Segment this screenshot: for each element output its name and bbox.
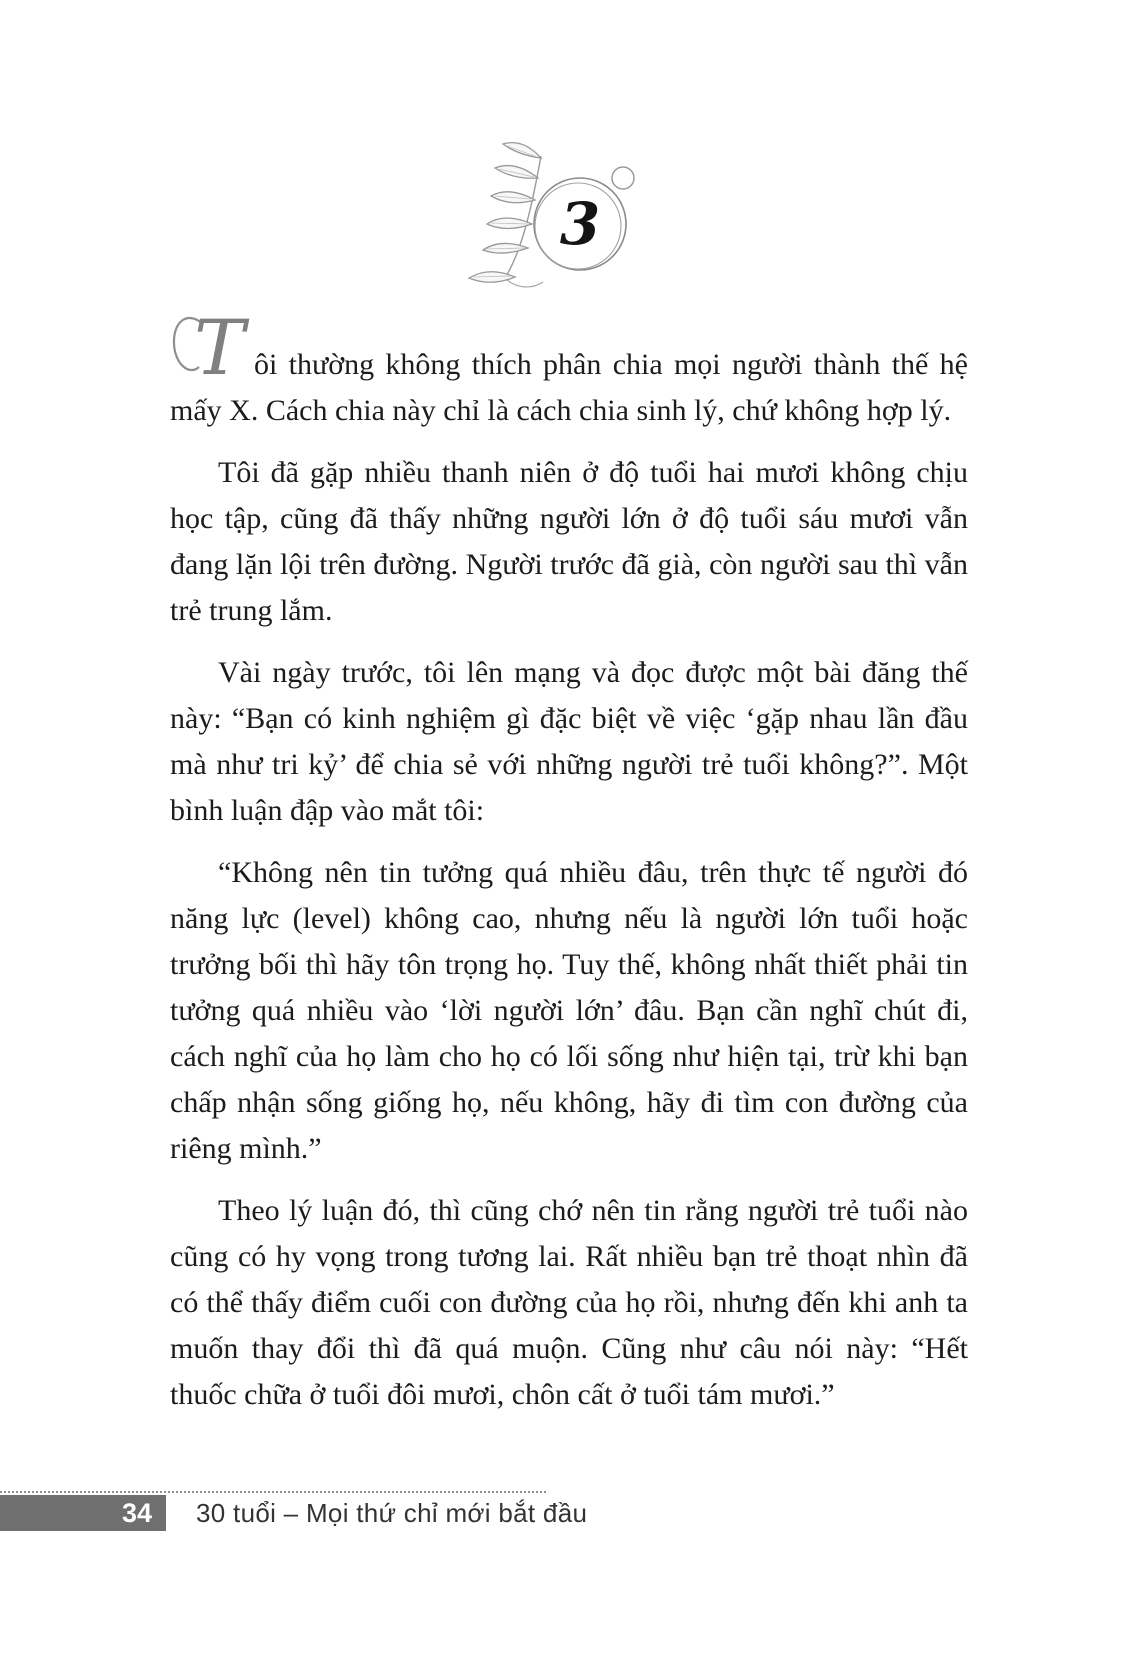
paragraph-opening bbox=[170, 306, 968, 434]
paragraph: Theo lý luận đó, thì cũng chớ nên tin rằng người trẻ tuổi nào cũng có hy vọng trong tương lai. Rất nhiều bạn trẻ thoạt nhìn đã có thể thấy điểm cuối con đường của họ rồi, nhưng đến khi anh ta muốn thay đổi thì đã quá muộn. Cũng như câu nói này: “Hết thuốc chữa ở tuổi đôi mươi, chôn cất ở tuổi tám mươi.” bbox=[170, 1194, 968, 1411]
drop-cap-letter: T bbox=[194, 306, 245, 386]
paragraph-text: ôi thường không thích phân chia mọi người thành thế hệ mấy X. Cách chia này chỉ là cách chia sinh lý, chứ không hợp lý. bbox=[170, 348, 968, 427]
page-number-badge bbox=[0, 1495, 166, 1531]
paragraph: Vài ngày trước, tôi lên mạng và đọc được một bài đăng thế này: “Bạn có kinh nghiệm gì đặc biệt về việc ‘gặp nhau lần đầu mà như tri kỷ’ để chia sẻ với những người trẻ tuổi không?”. Một bình luận đập vào mắt tôi: bbox=[170, 656, 968, 827]
small-circle-icon bbox=[612, 167, 634, 189]
paragraph: “Không nên tin tưởng quá nhiều đâu, trên thực tế người đó năng lực (level) không cao, nhưng nếu là người lớn tuổi hoặc trưởng bối thì hãy tôn trọng họ. Tuy thế, không nhất thiết phải tin tưởng quá nhiều vào ‘lời người lớn’ đâu. Bạn cần nghĩ chút đi, cách nghĩ của họ làm cho họ có lối sống như hiện tại, trừ khi bạn chấp nhận sống giống họ, nếu không, hãy đi tìm con đường của riêng mình.” bbox=[170, 856, 968, 1165]
leaf-branch-icon bbox=[445, 136, 680, 304]
footer-divider bbox=[0, 1491, 546, 1493]
drop-cap bbox=[170, 306, 250, 386]
paragraph: Tôi đã gặp nhiều thanh niên ở độ tuổi hai mươi không chịu học tập, cũng đã thấy những người lớn ở độ tuổi sáu mươi vẫn đang lặn lội trên đường. Người trước đã già, còn người sau thì vẫn trẻ trung lắm. bbox=[170, 456, 968, 627]
footer-book-title: 30 tuổi – Mọi thứ chỉ mới bắt đầu bbox=[196, 1498, 588, 1528]
body-text bbox=[170, 306, 968, 1434]
chapter-ornament bbox=[445, 136, 680, 304]
chapter-number: 3 bbox=[559, 190, 601, 258]
page-number: 34 bbox=[121, 1498, 152, 1528]
